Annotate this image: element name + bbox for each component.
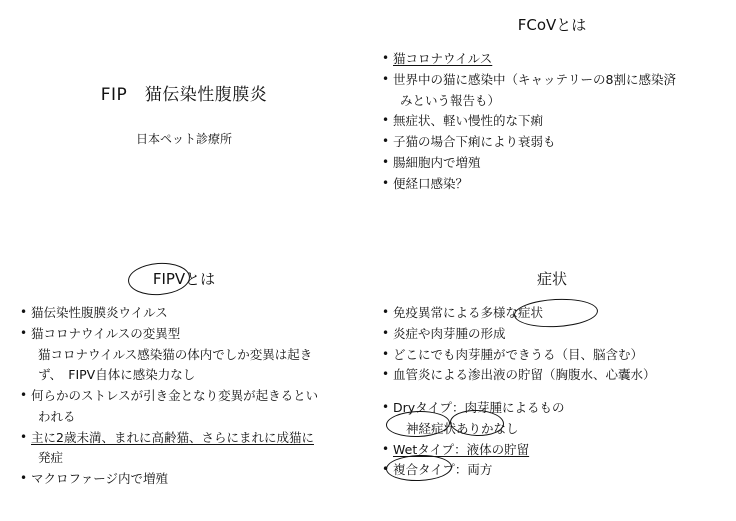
list-item (380, 461, 732, 480)
list-item-continuation (18, 346, 362, 365)
list-item (380, 175, 732, 194)
slide-symptoms (368, 260, 736, 521)
list-item-text: 複合タイプ：両方 (393, 462, 493, 478)
list-item (380, 441, 732, 460)
list-item (380, 366, 732, 385)
list-item-text: 便経口感染？ (393, 175, 469, 191)
list-item-text: どこにでも肉芽腫ができうる（目、脳含む） (393, 346, 644, 362)
list-item (380, 112, 732, 131)
symptoms-bullet-list (380, 304, 732, 482)
list-item-text: 免疫異常による多様な症状 (393, 305, 544, 320)
symptoms-heading-wrap (368, 268, 736, 289)
list-item (380, 71, 732, 90)
list-item-text: 発症 (38, 450, 64, 466)
list-item-text: Dryタイプ：肉芽腫によるもの (393, 400, 565, 415)
list-item-text: 腸細胞内で増殖 (393, 154, 481, 170)
fcov-heading-wrap (368, 14, 736, 35)
list-item-text: ず、 FIPV自体に感染力なし (38, 367, 196, 383)
list-item-text: 無症状、軽い慢性的な下痢 (393, 113, 544, 129)
list-item (380, 50, 732, 69)
list-item (380, 304, 732, 323)
list-item-text: 世界中の猫に感染中（キャッテリーの8割に感染済 (393, 71, 676, 87)
list-item-continuation (380, 92, 732, 111)
list-item (18, 304, 362, 323)
list-item-text: われる (38, 408, 76, 424)
page-title: FIP 猫伝染性腹膜炎 (100, 85, 268, 105)
page-subtitle: 日本ペット診療所 (135, 132, 232, 146)
list-item-text: 炎症や肉芽腫の形成 (393, 325, 506, 341)
fipv-heading-wrap (0, 268, 368, 289)
fcov-heading: FCoVとは (517, 16, 587, 34)
symptoms-heading: 症状 (536, 270, 567, 288)
fipv-heading: FIPVとは (152, 270, 216, 288)
list-item-text: 主に2歳未満、まれに高齢猫、さらにまれに成猫に (31, 429, 314, 445)
list-item-text: 血管炎による渗出液の貯留（胸腹水、心囊水） (393, 367, 656, 383)
list-item (18, 470, 362, 489)
list-item-continuation (380, 420, 732, 439)
list-item (18, 387, 362, 406)
list-item-text: 神経症状ありかなし (406, 420, 519, 436)
list-item-text: 猫コロナウイルス (393, 51, 493, 66)
slide-title (0, 0, 368, 260)
list-item-continuation (18, 366, 362, 385)
list-item-text: 猫コロナウイルス感染猫の体内でしか変異は起き (38, 346, 313, 362)
list-item (380, 325, 732, 344)
fcov-bullet-list (380, 50, 732, 195)
list-item-text: 猫コロナウイルスの変異型 (31, 325, 181, 341)
list-item (380, 133, 732, 152)
list-item (380, 154, 732, 173)
list-item-continuation (18, 408, 362, 427)
list-item (18, 429, 362, 448)
list-item (380, 346, 732, 365)
list-item-text: マクロファージ内で増殖 (31, 471, 169, 486)
list-spacer (380, 387, 732, 397)
list-item-text: 子猫の場合下痢により衰弱も (393, 134, 556, 149)
list-item (18, 325, 362, 344)
list-item-text: 猫伝染性腹膜炎ウイルス (31, 305, 168, 320)
slide-fipv (0, 260, 368, 521)
list-item-continuation (18, 449, 362, 468)
list-item-text: Wetタイプ：液体の貯留 (393, 441, 530, 457)
list-item-text: 何らかのストレスが引き金となり変異が起きるとい (31, 388, 319, 403)
list-item-text: みという報告も） (400, 92, 501, 108)
fipv-bullet-list (18, 304, 362, 491)
slide-fcov (368, 0, 736, 260)
list-item (380, 399, 732, 418)
